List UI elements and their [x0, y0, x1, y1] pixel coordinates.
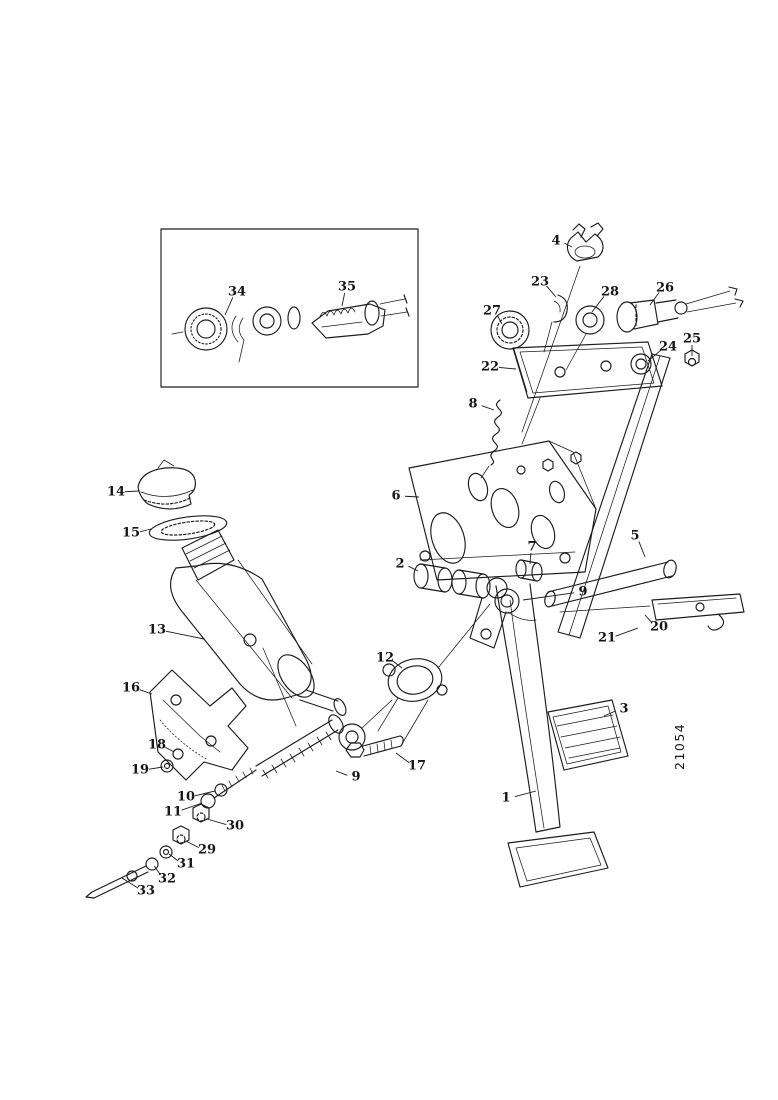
bracket-bolt-head — [543, 459, 553, 471]
leader-line-6 — [405, 496, 419, 497]
callout-label-34: 34 — [227, 284, 247, 300]
callout-label-1: 1 — [501, 790, 511, 806]
leader-line-14 — [125, 491, 139, 492]
callout-label-24: 24 — [658, 339, 678, 355]
part-8-spring — [481, 400, 501, 478]
leader-line-29 — [186, 841, 199, 848]
bracket-bolt-head — [571, 452, 581, 464]
part-7-bushing — [516, 560, 542, 581]
part-18-washer — [173, 749, 183, 759]
part-16-mount-bracket — [147, 670, 248, 780]
callout-label-31: 31 — [176, 856, 196, 872]
callout-label-8: 8 — [468, 396, 478, 412]
part-31-washer — [160, 846, 172, 858]
leader-line-35 — [342, 293, 345, 306]
leader-line-30 — [207, 819, 226, 825]
callout-label-14: 14 — [106, 484, 126, 500]
support-strut — [558, 354, 670, 638]
leader-line-8 — [482, 406, 494, 410]
leader-line-34 — [225, 297, 233, 315]
part-23-clip — [544, 295, 567, 352]
callout-label-2: 2 — [395, 556, 405, 572]
part-11-washer — [201, 794, 215, 808]
part-21-hook — [708, 614, 724, 630]
inset-detail-box — [161, 229, 418, 387]
callout-label-29: 29 — [197, 842, 217, 858]
callout-label-22: 22 — [480, 359, 500, 375]
part-3-pedal-pad — [548, 700, 628, 770]
part-12-clamp-ring — [375, 604, 490, 744]
callout-label-32: 32 — [157, 871, 177, 887]
callout-label-27: 27 — [482, 303, 502, 319]
leader-line-5 — [639, 541, 645, 557]
callout-label-11: 11 — [163, 804, 183, 820]
callout-label-7: 7 — [527, 539, 537, 555]
part-13-master-cylinder — [171, 530, 349, 717]
leader-line-1 — [515, 791, 536, 797]
callout-label-19: 19 — [130, 762, 150, 778]
callout-label-33: 33 — [136, 883, 156, 899]
callout-label-23: 23 — [530, 274, 550, 290]
pushrod-boot-fork — [256, 700, 392, 778]
callout-label-6: 6 — [391, 488, 401, 504]
pedal-hub-lever — [470, 578, 536, 648]
part-1-pedal-arm — [496, 584, 608, 887]
leader-line-9 — [336, 771, 347, 775]
callout-label-15: 15 — [121, 525, 141, 541]
callout-label-20: 20 — [649, 619, 669, 635]
part-14-reservoir-cap — [138, 460, 195, 509]
leader-line-18 — [165, 747, 174, 752]
callout-label-26: 26 — [655, 280, 675, 296]
callout-label-17: 17 — [407, 758, 427, 774]
callout-label-30: 30 — [225, 818, 245, 834]
callout-label-5: 5 — [630, 528, 640, 544]
leader-line-22 — [499, 367, 516, 369]
callout-label-9: 9 — [578, 584, 588, 600]
leader-line-21 — [616, 628, 638, 636]
drawing-number: 21054 — [672, 722, 687, 770]
callout-label-10: 10 — [176, 789, 196, 805]
assembly-axis-line — [560, 606, 650, 612]
part-26-switch — [617, 287, 743, 332]
inset-part-34-seal-rings — [172, 307, 300, 362]
part-2-bushings — [414, 564, 490, 598]
part-15-seal-washer — [148, 512, 228, 545]
callout-label-13: 13 — [147, 622, 167, 638]
part-28-washer — [566, 306, 604, 370]
part-22-cover-plate — [513, 342, 662, 444]
part-4-retainer-clamp — [567, 223, 603, 261]
callout-label-9: 9 — [351, 769, 361, 785]
callout-label-28: 28 — [600, 284, 620, 300]
inset-part-35-switch — [312, 295, 409, 338]
leader-line-9 — [523, 593, 574, 600]
callout-label-16: 16 — [121, 680, 141, 696]
callout-label-35: 35 — [337, 279, 357, 295]
callout-label-18: 18 — [147, 737, 167, 753]
callout-label-21: 21 — [597, 630, 617, 646]
part-17-bolt — [346, 736, 403, 757]
callout-label-25: 25 — [682, 331, 702, 347]
callout-label-4: 4 — [551, 233, 561, 249]
part-6-pedal-bracket — [409, 441, 596, 580]
callout-label-3: 3 — [619, 701, 629, 717]
part-5-cross-shaft — [543, 559, 678, 608]
callout-label-12: 12 — [375, 650, 395, 666]
pedal-foot-plate — [508, 832, 608, 887]
